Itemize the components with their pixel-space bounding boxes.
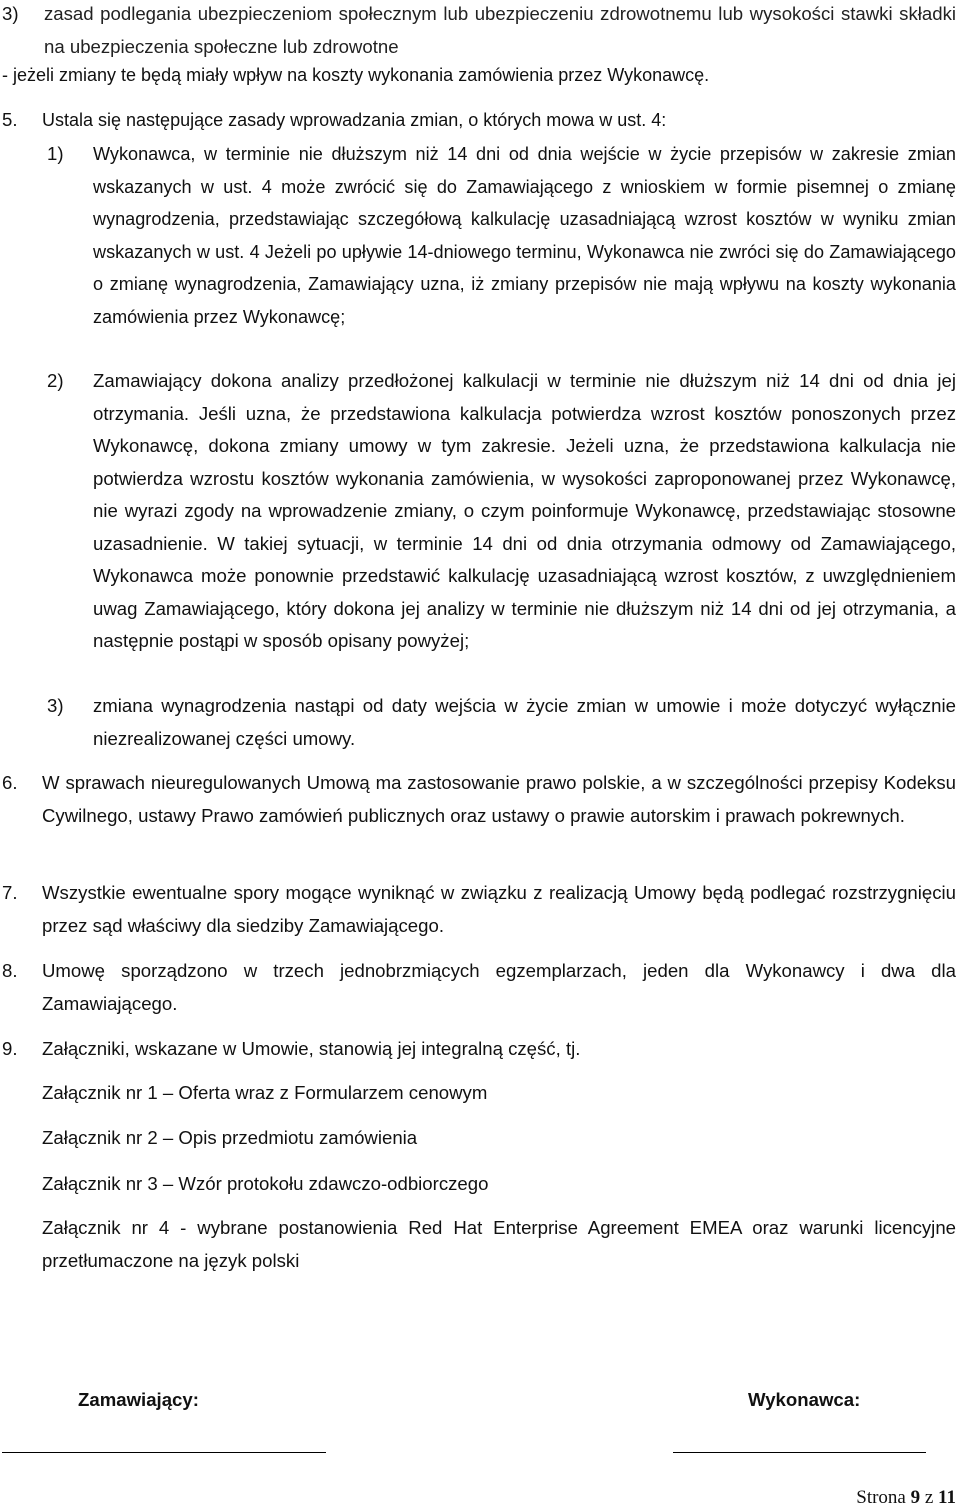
subitem-number: 3) bbox=[47, 695, 64, 716]
section-text: W sprawach nieuregulowanych Umową ma zastosowanie prawo polskie, a w szczególności przepisy Kodeksu Cywilnego, ustawy Prawo zamówień publicznych oraz ustawy o prawie autorskim i prawach pokrewnych. bbox=[42, 772, 956, 826]
subitem-text: Zamawiający dokona analizy przedłożonej kalkulacji w terminie nie dłuższym niż 14 dni od dnia jej otrzymania. Jeśli uzna, że przedstawiona kalkulacja potwierdza wzrost kosztów ponoszonych przez Wykonawcę, dokona zmiany umowy w tym zakresie. Jeżeli uzna, że przedstawiona kalkulacja nie potwierdza wzrostu kosztów wykonania zamówienia, w wysokości zaproponowanej przez Wykonawcę, nie wyrazi zgody na wprowadzenie zmiany, o czym poinformuje Wykonawcę, przedstawiając stosowne uzasadnienie. W takiej sytuacji, w terminie 14 dni od dnia otrzymania odmowy od Zamawiającego, Wykonawca może ponownie przedstawić kalkulację uzasadniającą wzrost kosztów, z uwzględnieniem uwag Zamawiającego, który dokona jej analizy w terminie nie dłuższym niż 14 dni od jej otrzymania, a następnie postąpi w sposób opisany powyżej; bbox=[93, 370, 956, 651]
subitem-number: 1) bbox=[47, 143, 64, 164]
section-number: 7. bbox=[2, 882, 18, 903]
page-separator: z bbox=[924, 1487, 934, 1508]
subitem-number: 2) bbox=[47, 370, 64, 391]
attachment-item: Załącznik nr 3 – Wzór protokołu zdawczo-odbiorczego bbox=[42, 1173, 489, 1194]
signature-line-left bbox=[2, 1452, 326, 1453]
section-text: Ustala się następujące zasady wprowadzania zmian, o których mowa w ust. 4: bbox=[42, 110, 667, 130]
section-number: 5. bbox=[2, 109, 18, 130]
section-number: 9. bbox=[2, 1038, 18, 1059]
attachment-item: Załącznik nr 2 – Opis przedmiotu zamówienia bbox=[42, 1127, 418, 1148]
section-text: Umowę sporządzono w trzech jednobrzmiących egzemplarzach, jeden dla Wykonawcy i dwa dla Zamawiającego. bbox=[42, 960, 956, 1014]
signature-label-left: Zamawiający: bbox=[78, 1389, 199, 1410]
section-text: Wszystkie ewentualne spory mogące wyniknąć w związku z realizacją Umowy będą podlegać rozstrzygnięciu przez sąd właściwy dla siedziby Zamawiającego. bbox=[42, 882, 956, 936]
item-text: zasad podlegania ubezpieczeniom społecznym lub ubezpieczeniu zdrowotnemu lub wysokości stawki składki na ubezpieczenia społeczne lub zdrowotne bbox=[44, 3, 956, 57]
attachment-item: Załącznik nr 4 - wybrane postanowienia Red Hat Enterprise Agreement EMEA oraz warunki licencyjne przetłumaczone na język polski bbox=[42, 1217, 956, 1271]
total-pages: 11 bbox=[938, 1487, 956, 1508]
current-page: 9 bbox=[910, 1487, 921, 1508]
signature-label-right: Wykonawca: bbox=[748, 1389, 861, 1410]
page-prefix: Strona bbox=[856, 1487, 906, 1508]
item-number: 3) bbox=[2, 3, 19, 24]
attachment-item: Załącznik nr 1 – Oferta wraz z Formularzem cenowym bbox=[42, 1082, 488, 1103]
section-number: 8. bbox=[2, 960, 18, 981]
item-trailer: - jeżeli zmiany te będą miały wpływ na koszty wykonania zamówienia przez Wykonawcę. bbox=[2, 65, 710, 85]
subitem-text: zmiana wynagrodzenia nastąpi od daty wejścia w życie zmian w umowie i może dotyczyć wyłącznie niezrealizowanej części umowy. bbox=[93, 695, 956, 749]
section-number: 6. bbox=[2, 772, 18, 793]
signature-line-right bbox=[673, 1452, 926, 1453]
page-number bbox=[856, 1487, 956, 1509]
subitem-text: Wykonawca, w terminie nie dłuższym niż 14 dni od dnia wejście w życie przepisów w zakresie zmian wskazanych w ust. 4 może zwrócić się do Zamawiającego z wnioskiem w formie pisemnej o zmianę wynagrodzenia, przedstawiając szczegółową kalkulację uzasadniającą wzrost kosztów w wyniku zmian wskazanych w ust. 4 Jeżeli po upływie 14-dniowego terminu, Wykonawca nie zwróci się do Zamawiającego o zmianę wynagrodzenia, Zamawiający uzna, iż zmiany przepisów nie mają wpływu na koszty wykonania zamówienia przez Wykonawcę; bbox=[93, 144, 956, 327]
section-text: Załączniki, wskazane w Umowie, stanowią jej integralną część, tj. bbox=[42, 1038, 581, 1059]
